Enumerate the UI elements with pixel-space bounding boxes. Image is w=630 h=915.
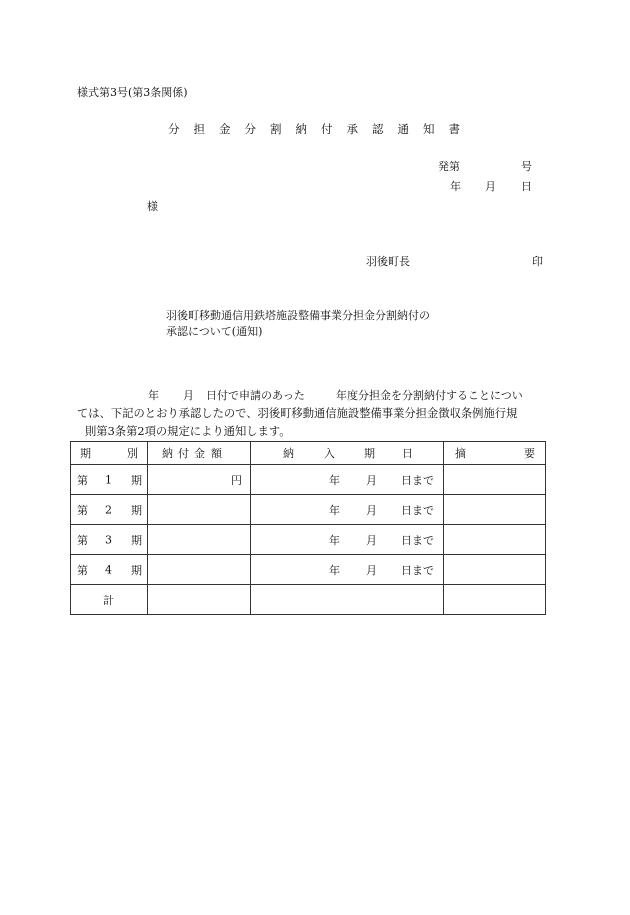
body-year: 年 (148, 389, 159, 402)
total-due-cell (251, 585, 444, 615)
subject-line-1: 羽後町移動通信用鉄塔施設整備事業分担金分割納付の (166, 309, 430, 322)
table-row (71, 495, 546, 525)
title-char: 書 (448, 122, 460, 136)
table-total-row (71, 585, 546, 615)
issue-number-prefix: 発第 (438, 160, 460, 173)
body-line-2: ては、下記のとおり承認したので、羽後町移動通信施設整備事業分担金徴収条例施行規 (77, 407, 518, 420)
issue-number-suffix: 号 (521, 160, 532, 173)
amount-cell (148, 555, 251, 585)
date-day: 日 (521, 180, 532, 193)
title-char: 担 (193, 122, 205, 136)
amount-cell (148, 495, 251, 525)
period-cell: 第 3 期 (71, 525, 148, 555)
title-char: 通 (397, 122, 409, 136)
title-char: 分 (168, 122, 180, 136)
addressee-suffix: 様 (147, 200, 158, 213)
title-char: 知 (423, 122, 435, 136)
title-char: 付 (321, 122, 333, 136)
due-date-cell: 年 月 日まで (251, 555, 444, 585)
period-cell: 第 4 期 (71, 555, 148, 585)
title-char: 納 (295, 122, 307, 136)
title-char: 金 (219, 122, 231, 136)
amount-cell (148, 525, 251, 555)
total-amount-cell (148, 585, 251, 615)
header-amount: 納 付 金 額 (148, 442, 251, 465)
title-char: 分 (244, 122, 256, 136)
remarks-cell (444, 465, 546, 495)
document-title (168, 122, 460, 136)
body-line-3: 則第3条第2項の規定により通知します。 (85, 425, 291, 438)
installment-table (70, 441, 546, 615)
body-fiscal-year: 年度分担金を分割納付することについ (336, 389, 523, 402)
amount-cell: 円 (148, 465, 251, 495)
due-date-cell: 年 月 日まで (251, 525, 444, 555)
date-year: 年 (450, 180, 461, 193)
header-due-date: 納 入 期 日 (251, 442, 444, 465)
total-label-cell (71, 585, 148, 615)
table-header-row (71, 442, 546, 465)
table-row (71, 525, 546, 555)
body-applied: 日付で申請のあった (206, 389, 305, 402)
period-cell: 第 1 期 (71, 465, 148, 495)
title-char: 認 (372, 122, 384, 136)
title-char: 割 (270, 122, 282, 136)
body-month: 月 (183, 389, 194, 402)
remarks-cell (444, 525, 546, 555)
due-date-cell: 年 月 日まで (251, 465, 444, 495)
total-label: 計 (103, 593, 114, 607)
seal-mark: 印 (532, 255, 543, 268)
table-row (71, 555, 546, 585)
header-remarks: 摘 要 (444, 442, 546, 465)
total-remarks-cell (444, 585, 546, 615)
remarks-cell (444, 555, 546, 585)
table-row (71, 465, 546, 495)
period-cell: 第 2 期 (71, 495, 148, 525)
remarks-cell (444, 495, 546, 525)
date-month: 月 (485, 180, 496, 193)
due-date-cell: 年 月 日まで (251, 495, 444, 525)
subject-line-2: 承認について(通知) (166, 325, 263, 338)
issuer-name: 羽後町長 (366, 255, 410, 268)
header-period: 期 別 (71, 442, 148, 465)
form-number: 様式第3号(第3条関係) (77, 86, 188, 99)
title-char: 承 (346, 122, 358, 136)
